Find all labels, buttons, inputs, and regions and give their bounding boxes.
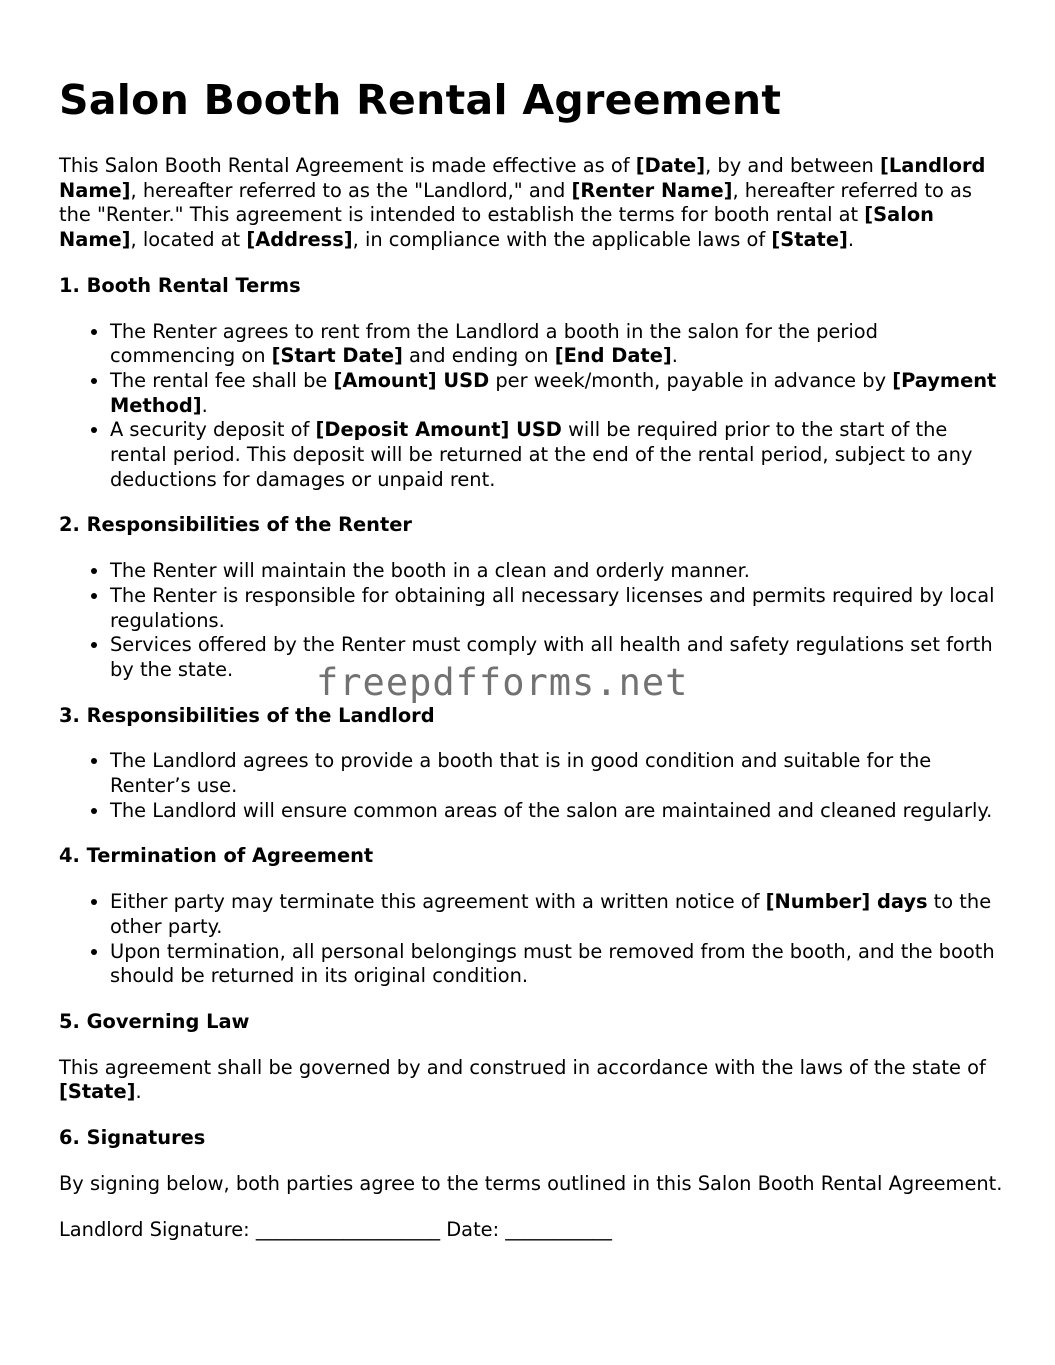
booth-rental-terms-list — [59, 320, 1009, 493]
signatures-paragraph: By signing below, both parties agree to the terms outlined in this Salon Booth Rental Agreement. — [59, 1171, 1003, 1195]
amount-placeholder: [Amount] USD — [333, 368, 490, 392]
list-item: • Upon termination, all personal belongings must be removed from the booth, and the booth should be returned in its original condition. — [110, 940, 1009, 989]
intro-paragraph: This Salon Booth Rental Agreement is made effective as of [Date], by and between [Landlord Name], hereafter referred to as the "Landlord," and [Renter Name], hereafter referred to as the "Renter." This agreement is intended to establish the terms for booth rental at [Salon Name], located at [Address], in compliance with the applicable laws of [State]. — [59, 154, 986, 252]
section-heading-termination: 4. Termination of Agreement — [59, 844, 374, 868]
section-heading-landlord-responsibilities: 3. Responsibilities of the Landlord — [59, 703, 435, 727]
renter-name-placeholder: [Renter Name] — [571, 178, 733, 202]
list-item: • The Renter is responsible for obtaining all necessary licenses and permits required by local regulations. — [110, 584, 1009, 633]
section-heading-signatures: 6. Signatures — [59, 1126, 206, 1150]
landlord-signature-line: Landlord Signature: ___________________ Date: ___________ — [59, 1217, 612, 1241]
payment-method-placeholder: [Payment Method] — [110, 368, 997, 417]
deposit-amount-placeholder: [Deposit Amount] USD — [315, 418, 562, 442]
list-item: • The Renter will maintain the booth in a clean and orderly manner. — [110, 559, 1009, 584]
governing-law-paragraph: This agreement shall be governed by and construed in accordance with the laws of the state of [State]. — [59, 1055, 986, 1104]
date-placeholder: [Date] — [635, 154, 706, 177]
list-item: • The Renter agrees to rent from the Landlord a booth in the salon for the period commencing on [Start Date] and ending on [End Date]. — [110, 320, 1009, 369]
section-heading-renter-responsibilities: 2. Responsibilities of the Renter — [59, 513, 412, 537]
watermark: freepdfforms.net — [316, 661, 689, 704]
document-title: Salon Booth Rental Agreement — [59, 76, 782, 124]
state-placeholder: [State] — [771, 228, 848, 252]
list-item: • A security deposit of [Deposit Amount] USD will be required prior to the start of the rental period. This deposit will be returned at the end of the rental period, subject to any deductions for damages or unpaid rent. — [110, 418, 1009, 492]
list-item: • The rental fee shall be [Amount] USD per week/month, payable in advance by [Payment Method]. — [110, 369, 1009, 418]
termination-list — [59, 890, 1009, 989]
list-item: • The Landlord will ensure common areas of the salon are maintained and cleaned regularly. — [110, 799, 1009, 824]
address-placeholder: [Address] — [246, 228, 353, 252]
section-heading-governing-law: 5. Governing Law — [59, 1009, 250, 1033]
list-item: • Either party may terminate this agreement with a written notice of [Number] days to the other party. — [110, 890, 1009, 939]
landlord-responsibilities-list — [59, 749, 1009, 823]
landlord-name-placeholder: [Landlord Name] — [59, 154, 986, 202]
section-heading-booth-rental-terms: 1. Booth Rental Terms — [59, 273, 301, 297]
list-item: • The Landlord agrees to provide a booth that is in good condition and suitable for the Renter’s use. — [110, 749, 1009, 798]
salon-name-placeholder: [Salon Name] — [59, 203, 934, 252]
end-date-placeholder: [End Date] — [554, 344, 672, 368]
list-item: • Services offered by the Renter must comply with all health and safety regulations set forth by the state. — [110, 633, 1009, 682]
notice-days-placeholder: [Number] days — [765, 890, 928, 914]
start-date-placeholder: [Start Date] — [271, 344, 403, 368]
state-placeholder: [State] — [59, 1080, 136, 1104]
